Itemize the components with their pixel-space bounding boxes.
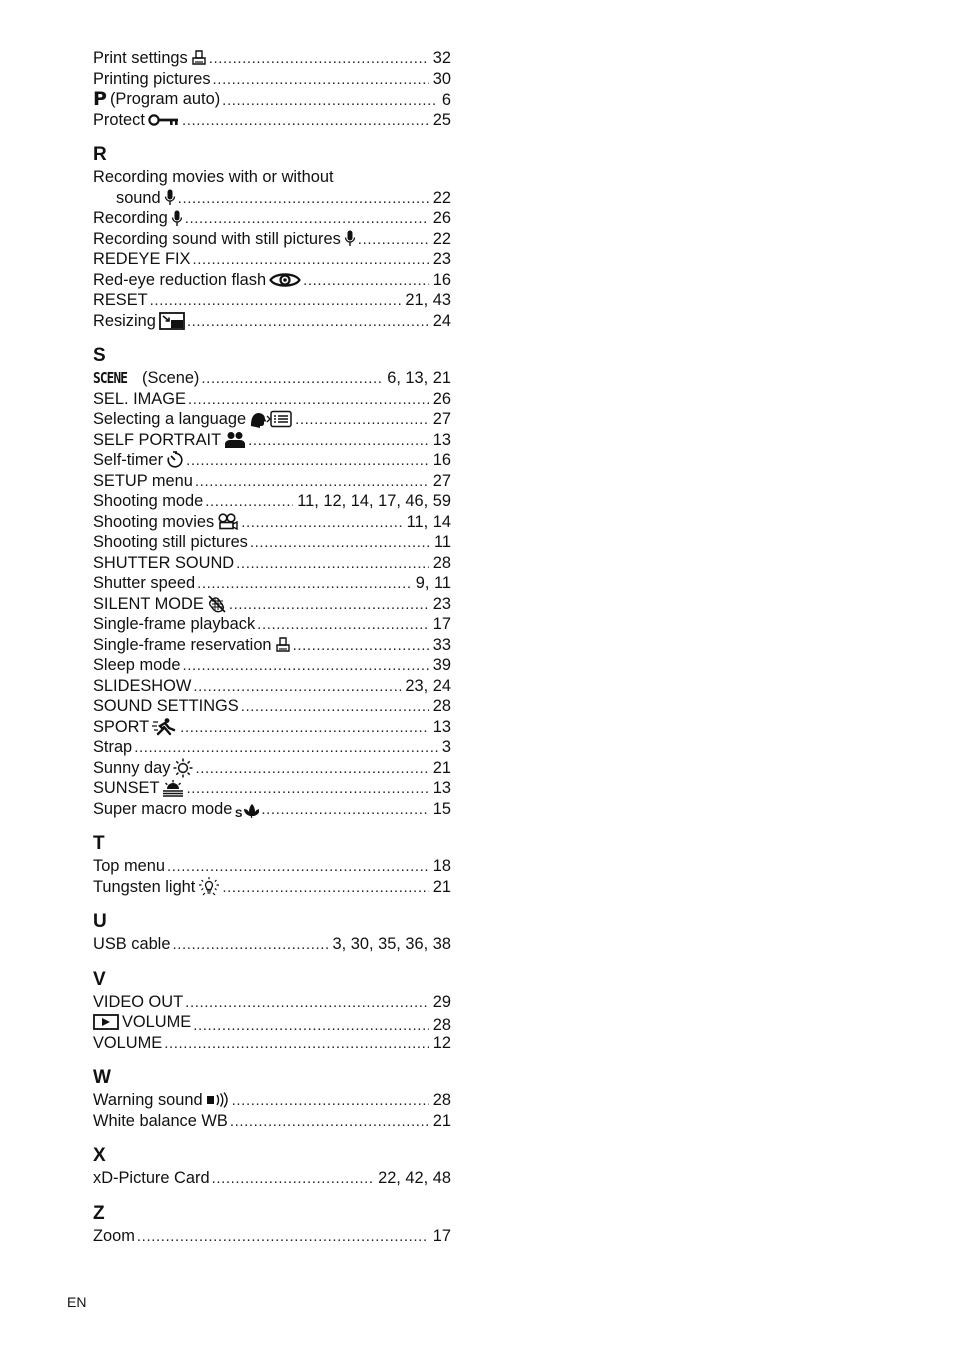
print-order-icon bbox=[275, 637, 291, 653]
dot-leader bbox=[303, 271, 429, 292]
index-term-text: Red-eye reduction flash bbox=[93, 270, 267, 289]
index-term-text: Single-frame playback bbox=[93, 615, 256, 633]
index-entry bbox=[93, 290, 451, 311]
resize-icon bbox=[159, 312, 185, 330]
index-term bbox=[93, 1111, 228, 1132]
index-term bbox=[93, 89, 220, 110]
section-letter-w: W bbox=[93, 1067, 111, 1088]
index-term-text: Shutter speed bbox=[93, 574, 196, 592]
index-term bbox=[93, 655, 180, 676]
index-entry bbox=[93, 48, 451, 69]
index-term-text: Recording bbox=[93, 209, 168, 227]
sunset-icon bbox=[162, 779, 184, 797]
dot-leader bbox=[195, 472, 429, 493]
dot-leader bbox=[261, 800, 428, 821]
index-entry bbox=[93, 270, 451, 291]
dot-leader bbox=[197, 574, 412, 595]
dot-leader bbox=[205, 492, 293, 513]
index-term-text: SEL. IMAGE bbox=[93, 389, 186, 408]
language-icon bbox=[249, 410, 293, 428]
dot-leader bbox=[236, 554, 429, 575]
index-term-text: Warning sound bbox=[93, 1091, 203, 1109]
page-numbers: 17 bbox=[432, 1226, 451, 1245]
index-entry bbox=[93, 430, 451, 451]
page-numbers: 23 bbox=[432, 250, 451, 268]
page-numbers: 23, 24 bbox=[405, 676, 451, 695]
index-term-text: SOUND SETTINGS bbox=[93, 697, 239, 715]
dot-leader bbox=[229, 595, 429, 616]
page-numbers: 27 bbox=[432, 410, 451, 428]
dot-leader bbox=[248, 431, 429, 452]
index-term-text: (Program auto) bbox=[109, 90, 221, 108]
page-numbers: 28 bbox=[432, 1091, 451, 1109]
page-numbers: 21 bbox=[432, 1111, 451, 1130]
index-entry bbox=[93, 594, 451, 615]
dot-leader bbox=[172, 935, 328, 956]
index-term bbox=[93, 737, 132, 758]
dot-leader bbox=[195, 759, 428, 780]
index-term-text: SELF PORTRAIT bbox=[93, 430, 222, 449]
page-numbers: 24 bbox=[432, 311, 451, 330]
dot-leader bbox=[232, 1091, 429, 1112]
index-term-text: SPORT bbox=[93, 717, 150, 736]
page-numbers: 3 bbox=[441, 738, 451, 756]
index-term-text: SHUTTER SOUND bbox=[93, 553, 235, 572]
dot-leader bbox=[178, 189, 429, 210]
index-entry bbox=[93, 856, 451, 877]
index-entry bbox=[93, 635, 451, 656]
page-numbers: 29 bbox=[432, 992, 451, 1011]
index-entry bbox=[93, 696, 451, 717]
dot-leader bbox=[230, 1112, 429, 1133]
page-numbers: 12 bbox=[432, 1033, 451, 1052]
index-term-text: Strap bbox=[93, 738, 133, 756]
page-numbers: 17 bbox=[432, 615, 451, 633]
index-entry bbox=[93, 992, 451, 1013]
section-letter-x: X bbox=[93, 1145, 106, 1166]
page-numbers: 28 bbox=[432, 697, 451, 715]
dot-leader bbox=[186, 451, 429, 472]
index-term-text: Self-timer bbox=[93, 451, 164, 469]
dot-leader bbox=[182, 111, 429, 132]
page-numbers: 22, 42, 48 bbox=[378, 1169, 451, 1187]
dot-leader bbox=[180, 718, 429, 739]
index-term-text: Shooting mode bbox=[93, 492, 204, 510]
index-term bbox=[93, 311, 185, 332]
index-entry bbox=[93, 676, 451, 697]
page-numbers: 6 bbox=[441, 91, 451, 109]
index-term-text: Selecting a language bbox=[93, 410, 247, 428]
sport-icon bbox=[152, 718, 178, 736]
svg-text:S: S bbox=[235, 807, 243, 818]
dot-leader bbox=[188, 390, 429, 411]
index-entry bbox=[93, 758, 451, 779]
index-term bbox=[93, 1226, 135, 1247]
page-numbers: 39 bbox=[432, 656, 451, 674]
speaker-icon bbox=[206, 1092, 230, 1108]
index-term-text: Tungsten light bbox=[93, 877, 196, 896]
index-term bbox=[93, 856, 165, 877]
page-numbers: 11, 14 bbox=[406, 512, 451, 531]
silent-mode-icon bbox=[207, 595, 227, 613]
scene-mode-symbol: SCENE bbox=[93, 369, 128, 387]
index-term bbox=[93, 208, 183, 229]
program-mode-symbol: P bbox=[93, 88, 107, 110]
page-numbers: 27 bbox=[432, 471, 451, 490]
playback-icon bbox=[93, 1014, 119, 1030]
index-term-text: USB cable bbox=[93, 935, 171, 953]
index-term bbox=[93, 934, 170, 955]
index-term bbox=[93, 676, 191, 697]
index-term bbox=[93, 430, 246, 451]
index-term bbox=[93, 290, 148, 311]
movie-camera-icon bbox=[217, 513, 239, 531]
dot-leader bbox=[150, 291, 402, 312]
index-term-text: SLIDESHOW bbox=[93, 676, 192, 695]
sun-icon bbox=[173, 758, 193, 778]
dot-leader bbox=[222, 878, 428, 899]
self-timer-icon bbox=[166, 451, 184, 469]
page-numbers: 11, 12, 14, 17, 46, 59 bbox=[297, 492, 451, 510]
dot-leader bbox=[293, 636, 429, 657]
dot-leader bbox=[137, 1227, 429, 1248]
section-letter-r: R bbox=[93, 144, 107, 165]
tungsten-bulb-icon bbox=[198, 877, 220, 897]
index-term-text: Resizing bbox=[93, 311, 156, 330]
index-entry bbox=[93, 532, 451, 553]
page-numbers: 16 bbox=[432, 270, 451, 289]
index-term bbox=[93, 553, 234, 574]
print-order-icon bbox=[191, 50, 207, 66]
page-numbers: 21, 43 bbox=[405, 291, 451, 309]
index-entry bbox=[93, 450, 451, 471]
index-term-text: xD-Picture Card bbox=[93, 1169, 210, 1187]
section-letter-u: U bbox=[93, 911, 107, 932]
index-term-text: Top menu bbox=[93, 857, 165, 875]
index-term bbox=[93, 368, 199, 389]
index-entry bbox=[93, 655, 451, 676]
index-entry bbox=[93, 717, 451, 738]
dot-leader bbox=[222, 91, 438, 112]
index-term-text: White balance WB bbox=[93, 1111, 228, 1130]
dot-leader bbox=[201, 369, 383, 390]
index-list bbox=[93, 48, 451, 1246]
index-term-text: Protect bbox=[93, 110, 145, 129]
section-letter-z: Z bbox=[93, 1202, 105, 1224]
index-term bbox=[93, 1033, 162, 1054]
index-term-text: sound bbox=[116, 188, 161, 207]
dot-leader bbox=[213, 70, 429, 91]
section-letter-t: T bbox=[93, 833, 105, 854]
page-numbers: 23 bbox=[432, 594, 451, 613]
index-entry bbox=[93, 614, 451, 635]
index-term bbox=[93, 229, 356, 250]
page-numbers: 18 bbox=[432, 857, 451, 875]
dot-leader bbox=[185, 209, 429, 230]
index-term bbox=[93, 270, 301, 291]
index-entry bbox=[93, 311, 451, 332]
dot-leader bbox=[164, 1034, 429, 1055]
dot-leader bbox=[134, 738, 438, 759]
index-term bbox=[93, 389, 186, 410]
page-numbers: 32 bbox=[432, 49, 451, 67]
index-term: Recording movies with or without bbox=[93, 168, 334, 186]
index-term bbox=[93, 491, 203, 512]
page-numbers: 13 bbox=[432, 430, 451, 449]
index-entry bbox=[93, 389, 451, 410]
page-numbers: 30 bbox=[432, 69, 451, 88]
index-term bbox=[93, 471, 193, 492]
index-term bbox=[93, 594, 227, 615]
index-entry bbox=[93, 1226, 451, 1247]
page-numbers: 33 bbox=[432, 635, 451, 654]
index-term-text: (Scene) bbox=[142, 369, 200, 387]
dot-leader bbox=[212, 1169, 374, 1190]
index-entry bbox=[93, 229, 451, 250]
index-term-text: Super macro mode bbox=[93, 799, 233, 818]
page-numbers: 21 bbox=[432, 758, 451, 777]
key-icon bbox=[148, 113, 180, 127]
index-term bbox=[93, 799, 259, 820]
index-term-text: VOLUME bbox=[122, 1013, 192, 1031]
index-term bbox=[93, 758, 193, 779]
index-entry bbox=[93, 69, 451, 90]
page-numbers: 26 bbox=[432, 209, 451, 227]
index-entry bbox=[93, 877, 451, 898]
page-numbers: 13 bbox=[432, 717, 451, 736]
index-term-text: Printing pictures bbox=[93, 69, 211, 88]
page-numbers: 22 bbox=[432, 229, 451, 248]
dot-leader bbox=[209, 49, 429, 70]
dot-leader bbox=[182, 656, 428, 677]
index-entry bbox=[93, 737, 451, 758]
index-term bbox=[93, 614, 255, 635]
index-term-text: VOLUME bbox=[93, 1033, 163, 1052]
index-term-text: Shooting movies bbox=[93, 512, 215, 531]
index-entry bbox=[93, 1033, 451, 1054]
eye-icon bbox=[269, 271, 301, 289]
page-numbers: 3, 30, 35, 36, 38 bbox=[332, 935, 451, 953]
index-entry bbox=[93, 409, 451, 430]
index-term-text: RESET bbox=[93, 291, 148, 309]
page-numbers: 26 bbox=[432, 389, 451, 408]
dot-leader bbox=[187, 312, 429, 333]
dot-leader bbox=[193, 677, 401, 698]
self-portrait-icon bbox=[224, 431, 246, 448]
index-entry bbox=[93, 1012, 451, 1033]
dot-leader bbox=[192, 250, 428, 271]
microphone-icon bbox=[344, 230, 356, 247]
index-entry bbox=[93, 89, 451, 110]
index-term bbox=[93, 69, 211, 90]
page-numbers: 28 bbox=[432, 1016, 451, 1035]
dot-leader bbox=[295, 410, 429, 431]
index-term bbox=[93, 532, 248, 553]
index-term-text: SILENT MODE bbox=[93, 594, 204, 613]
index-term-text: SUNSET bbox=[93, 779, 160, 797]
page-numbers: 21 bbox=[432, 877, 451, 896]
index-term-text: Shooting still pictures bbox=[93, 533, 248, 551]
page-numbers: 25 bbox=[432, 110, 451, 129]
index-term-text: Sleep mode bbox=[93, 656, 181, 674]
index-term bbox=[93, 573, 195, 594]
index-entry bbox=[93, 799, 451, 820]
index-term-text: SETUP menu bbox=[93, 471, 193, 490]
index-entry bbox=[93, 1090, 451, 1111]
page-numbers: 28 bbox=[432, 553, 451, 572]
page-numbers: 16 bbox=[432, 451, 451, 469]
index-term bbox=[93, 409, 293, 430]
dot-leader bbox=[185, 993, 429, 1014]
index-term-text: VIDEO OUT bbox=[93, 992, 184, 1011]
index-entry bbox=[93, 934, 451, 955]
index-entry bbox=[93, 471, 451, 492]
index-term-continuation bbox=[93, 188, 176, 209]
index-entry bbox=[93, 110, 451, 131]
index-term bbox=[93, 778, 184, 799]
index-entry bbox=[93, 1168, 451, 1189]
page-numbers: 11 bbox=[433, 533, 451, 551]
index-entry bbox=[93, 491, 451, 512]
index-entry bbox=[93, 512, 451, 533]
index-term-text: Recording sound with still pictures bbox=[93, 229, 341, 248]
index-term-text: Zoom bbox=[93, 1226, 135, 1245]
page-language-label: EN bbox=[67, 1294, 87, 1310]
index-term bbox=[93, 696, 239, 717]
dot-leader bbox=[358, 230, 429, 251]
index-term bbox=[93, 48, 207, 69]
index-entry bbox=[93, 188, 451, 209]
index-term bbox=[93, 1012, 191, 1033]
index-term bbox=[93, 717, 178, 738]
index-entry bbox=[93, 167, 451, 188]
super-macro-icon bbox=[235, 800, 259, 818]
page-numbers: 9, 11 bbox=[415, 574, 451, 592]
dot-leader bbox=[241, 697, 429, 718]
index-term bbox=[93, 1090, 230, 1111]
section-letter-s: S bbox=[93, 345, 106, 366]
index-term bbox=[93, 877, 220, 898]
index-term-text: Single-frame reservation bbox=[93, 635, 272, 654]
index-term bbox=[93, 450, 184, 471]
index-term bbox=[93, 249, 190, 270]
index-term-text: Sunny day bbox=[93, 758, 171, 777]
section-letter-v: V bbox=[93, 968, 106, 990]
index-term bbox=[93, 635, 291, 656]
index-term bbox=[93, 992, 183, 1013]
index-term bbox=[93, 512, 239, 533]
index-term bbox=[93, 1168, 210, 1189]
index-term bbox=[93, 110, 180, 131]
page-numbers: 22 bbox=[432, 188, 451, 207]
microphone-icon bbox=[171, 210, 183, 227]
page-numbers: 6, 13, 21 bbox=[387, 369, 451, 387]
index-entry bbox=[93, 1111, 451, 1132]
index-entry bbox=[93, 573, 451, 594]
page-numbers: 13 bbox=[432, 779, 451, 797]
microphone-icon bbox=[164, 189, 176, 206]
dot-leader bbox=[250, 533, 430, 554]
dot-leader bbox=[241, 513, 402, 534]
page-numbers: 15 bbox=[432, 799, 451, 818]
dot-leader bbox=[186, 779, 428, 800]
index-entry bbox=[93, 208, 451, 229]
index-entry bbox=[93, 553, 451, 574]
index-entry bbox=[93, 249, 451, 270]
index-term-text: Print settings bbox=[93, 49, 188, 67]
dot-leader bbox=[167, 857, 429, 878]
index-entry bbox=[93, 778, 451, 799]
index-entry bbox=[93, 368, 451, 389]
index-term-text: REDEYE FIX bbox=[93, 250, 191, 268]
dot-leader bbox=[257, 615, 429, 636]
